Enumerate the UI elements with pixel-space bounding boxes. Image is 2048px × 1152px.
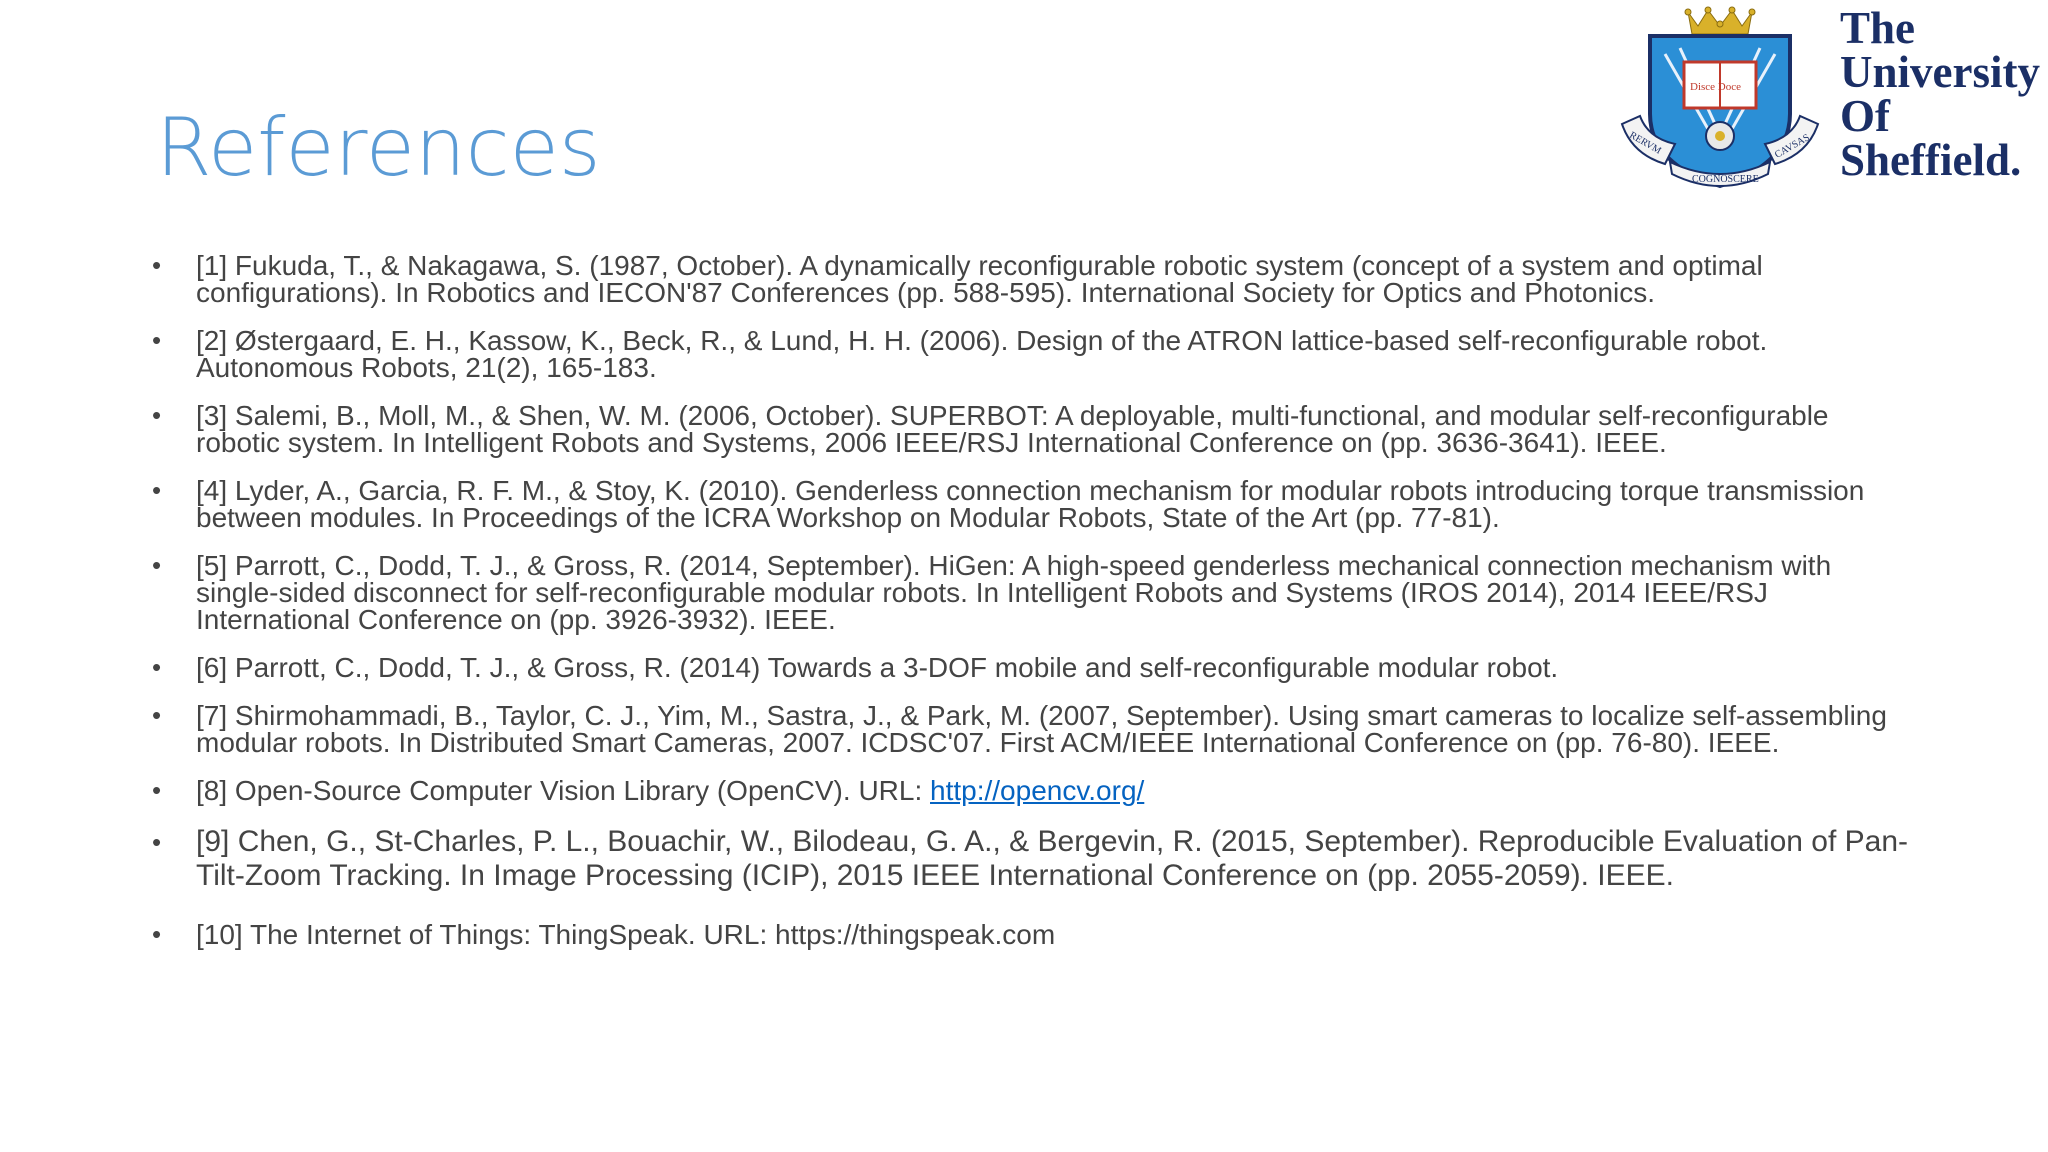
bullet-icon: •	[152, 775, 162, 805]
reference-item: • [5] Parrott, C., Dodd, T. J., & Gross, R. (2014, September). HiGen: A high-speed genderless mechanical connection mechanism with single-sided disconnect for self-reconfigurable modular robots. In Intelligent Robots and Systems (IROS 2014), 2014 IEEE/RSJ International Conference on (pp. 3926-3932). IEEE.	[152, 550, 1832, 635]
logo-line-2: University	[1840, 47, 2040, 97]
reference-item: • [1] Fukuda, T., & Nakagawa, S. (1987, October). A dynamically reconfigurable robotic system (concept of a system and optimal configurations). In Robotics and IECON'87 Conferences (pp. 588-595). International Society for Optics and Photonics.	[152, 250, 1763, 308]
reference-item: • [6] Parrott, C., Dodd, T. J., & Gross, R. (2014) Towards a 3-DOF mobile and self-reconfigurable modular robot.	[152, 652, 1559, 683]
bullet-icon: •	[152, 550, 162, 580]
logo-line-1: The	[1840, 3, 1916, 53]
svg-text:CAVSAS: CAVSAS	[1773, 132, 1812, 161]
bullet-icon: •	[152, 250, 162, 280]
logo-line-4: Sheffield.	[1840, 135, 2022, 185]
bullet-icon: •	[152, 400, 162, 430]
bullet-icon: •	[152, 325, 162, 355]
reference-item: • [3] Salemi, B., Moll, M., & Shen, W. M. (2006, October). SUPERBOT: A deployable, multi-functional, and modular self-reconfigurable robotic system. In Intelligent Robots and Systems, 2006 IEEE/RSJ International Conference on (pp. 3636-3641). IEEE.	[152, 400, 1829, 458]
reference-item: • [2] Østergaard, E. H., Kassow, K., Beck, R., & Lund, H. H. (2006). Design of the ATRON lattice-based self-reconfigurable robot. Autonomous Robots, 21(2), 165-183.	[152, 325, 1768, 383]
svg-text:COGNOSCERE: COGNOSCERE	[1692, 174, 1759, 185]
university-logo	[1620, 0, 2048, 200]
university-crest-icon	[1620, 4, 1820, 194]
bullet-icon: •	[152, 700, 162, 730]
opencv-link[interactable]: http://opencv.org/	[930, 775, 1145, 806]
reference-list	[150, 252, 1910, 969]
slide-title: References	[156, 101, 601, 194]
bullet-icon: •	[152, 475, 162, 505]
reference-item: • [7] Shirmohammadi, B., Taylor, C. J., Yim, M., Sastra, J., & Park, M. (2007, September). Using smart cameras to localize self-assembling modular robots. In Distributed Smart Cameras, 2007. ICDSC'07. First ACM/IEEE International Conference on (pp. 76-80). IEEE.	[152, 700, 1887, 758]
bullet-icon: •	[152, 827, 162, 857]
bullet-icon: •	[152, 652, 162, 682]
reference-item: • [9] Chen, G., St-Charles, P. L., Bouachir, W., Bilodeau, G. A., & Bergevin, R. (2015, September). Reproducible Evaluation of Pan-Tilt-Zoom Tracking. In Image Processing (ICIP), 2015 IEEE International Conference on (pp. 2055-2059). IEEE.	[152, 825, 1909, 892]
svg-text:Disce Doce: Disce Doce	[1690, 81, 1742, 93]
reference-item: • [8] Open-Source Computer Vision Library (OpenCV). URL: http://opencv.org/	[152, 775, 1145, 806]
bullet-icon: •	[152, 919, 162, 949]
university-name	[1840, 3, 2040, 185]
reference-item: • [4] Lyder, A., Garcia, R. F. M., & Stoy, K. (2010). Genderless connection mechanism for modular robots introducing torque transmission between modules. In Proceedings of the ICRA Workshop on Modular Robots, State of the Art (pp. 77-81).	[152, 475, 1865, 533]
logo-line-3: Of	[1840, 91, 1890, 141]
reference-item: • [10] The Internet of Things: ThingSpeak. URL: https://thingspeak.com	[152, 919, 1056, 950]
svg-text:RERVM: RERVM	[1627, 129, 1663, 157]
